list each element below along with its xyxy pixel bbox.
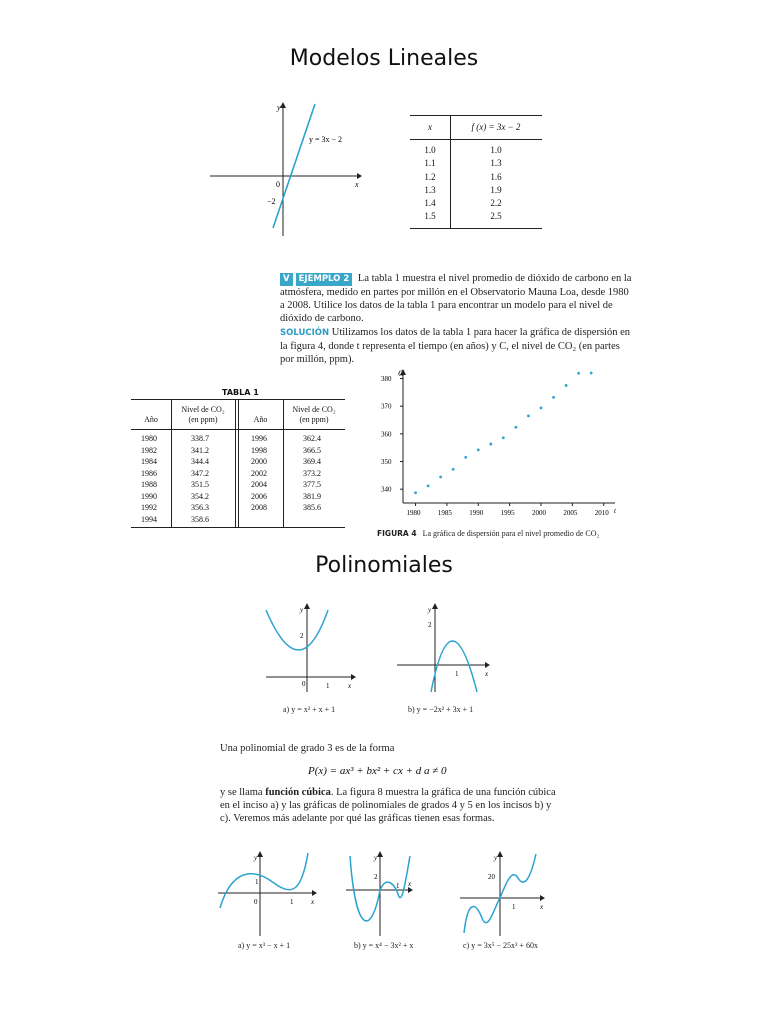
quintic-tick-20: 20 — [488, 873, 495, 881]
year-cell: 1984 — [141, 457, 157, 466]
tabla1-title: TABLA 1 — [222, 388, 259, 397]
scatter-point — [414, 491, 417, 494]
example-paragraph — [280, 272, 632, 325]
line-equation: y = 3x − 2 — [309, 135, 343, 144]
fx-row-f: 1.6 — [490, 171, 502, 182]
quartic-tick-1: 1 — [396, 882, 400, 890]
cubic-formula: P(x) = ax³ + bx² + cx + d a ≠ 0 — [308, 765, 447, 777]
scatter-point — [489, 443, 492, 446]
cubic-a-x-label: x — [311, 898, 315, 906]
level-cell: 351.5 — [191, 480, 209, 489]
level-cell: 385.6 — [303, 503, 321, 512]
scatter-point — [590, 372, 593, 375]
poly-a-x-label: x — [348, 682, 352, 690]
fx-header-f: f (x) = 3x − 2 — [471, 122, 521, 132]
year-cell: 1998 — [251, 445, 267, 455]
scatter-point — [502, 436, 505, 439]
header-unit-right: (en ppm) — [299, 415, 329, 424]
year-cell: 2002 — [251, 468, 267, 478]
level-cell: 377.5 — [303, 480, 321, 489]
level-cell: 341.2 — [191, 445, 209, 455]
scatter-point — [565, 384, 568, 387]
fx-row-x: 1.2 — [424, 171, 436, 182]
poly-b-tick-2: 2 — [428, 621, 432, 629]
solution-text: Utilizamos los datos de la tabla 1 para hacer la gráfica de dispersión en la figura 4, donde t representa el tiempo (en años) y C, el nivel de CO₂ (en partes por millón, ppm). — [280, 327, 630, 365]
cubic-graph-a — [214, 848, 322, 938]
example-badge: EJEMPLO 2 — [296, 273, 353, 286]
year-cell: 1982 — [141, 445, 157, 455]
scatter-point — [552, 396, 555, 399]
x-tick-label: 1985 — [437, 509, 452, 517]
cubic-a-y-label: y — [254, 854, 258, 862]
fx-row-f: 1.0 — [490, 145, 502, 155]
header-year-right: Año — [253, 415, 268, 424]
x-tick-label: 1980 — [406, 509, 421, 517]
level-cell: 381.9 — [303, 491, 321, 501]
level-cell: 356.3 — [191, 503, 209, 512]
poly-a-y-label: y — [300, 606, 304, 614]
cubic-text-start: y se llama — [220, 787, 266, 798]
quartic-graph-b — [344, 848, 416, 938]
year-cell: 1994 — [141, 514, 157, 524]
cubic-a-tick-x1: 1 — [290, 898, 294, 906]
y-tick-label: 350 — [381, 458, 392, 467]
year-cell: 1980 — [141, 434, 157, 443]
year-cell: 1996 — [251, 434, 267, 443]
scatter-point — [427, 484, 430, 487]
scatter-x-label: t — [614, 507, 616, 515]
poly-graph-b — [395, 600, 495, 695]
level-cell: 358.6 — [191, 514, 209, 524]
solution-label: SOLUCIÓN — [280, 328, 330, 338]
x-tick-label: 1995 — [500, 509, 515, 517]
example-badge-v: V — [280, 273, 293, 286]
cubic-bold-term: función cúbica — [265, 787, 331, 798]
poly-b-x-label: x — [485, 670, 489, 678]
co2-table — [131, 399, 345, 528]
fx-row-x: 1.4 — [424, 198, 436, 209]
quartic-y-label: y — [374, 854, 378, 862]
scatter-y-label: C — [398, 369, 404, 378]
quintic-graph-c — [458, 848, 548, 938]
poly-a-tick-1: 1 — [326, 682, 330, 690]
level-cell: 369.4 — [303, 457, 321, 466]
fx-table — [410, 115, 542, 229]
level-cell: 347.2 — [191, 468, 209, 478]
cubic-a-origin: 0 — [254, 898, 258, 906]
x-tick-label: 2005 — [563, 509, 578, 517]
fx-row-x: 1.5 — [424, 211, 436, 222]
scatter-point — [452, 468, 455, 471]
year-cell: 2000 — [251, 457, 267, 466]
quintic-tick-1: 1 — [512, 903, 516, 911]
cubic-a-tick-y1: 1 — [255, 878, 259, 886]
linear-graph — [205, 98, 365, 240]
figure4-caption — [377, 529, 599, 538]
intercept-label: −2 — [267, 197, 276, 206]
parabola-a — [266, 610, 328, 650]
y-tick-label: 340 — [381, 485, 392, 494]
linear-line — [273, 104, 315, 228]
y-tick-label: 370 — [381, 402, 392, 411]
cubic-curve-a — [220, 853, 308, 908]
year-cell: 1986 — [141, 468, 157, 478]
x-tick-label: 1990 — [469, 509, 484, 517]
poly-a-caption: a) y = x² + x + 1 — [283, 705, 336, 714]
cubic-text-end: . La figura 8 muestra la gráfica de una función cúbica en el inciso a) y las gráficas de polinomiales de grados 4 y 5 en los incisos b) y c). Veremos más adelante por qué las gráficas tienen esas formas. — [220, 787, 556, 824]
poly-b-caption: b) y = −2x² + 3x + 1 — [408, 705, 474, 714]
x-axis-label: x — [355, 180, 359, 189]
level-cell: 354.2 — [191, 491, 209, 501]
year-cell: 1992 — [141, 503, 157, 512]
poly-a-tick-2: 2 — [300, 632, 304, 640]
header-level-left: Nivel de CO₂ — [181, 405, 225, 414]
year-cell: 2008 — [251, 503, 267, 512]
poly-graph-a — [262, 600, 362, 695]
fx-row-x: 1.0 — [424, 145, 436, 155]
poly-a-origin: 0 — [302, 680, 306, 688]
fx-row-x: 1.1 — [424, 158, 436, 169]
scatter-point — [540, 406, 543, 409]
level-cell: 362.4 — [303, 434, 321, 443]
poly-b-y-label: y — [428, 606, 432, 614]
quartic-caption: b) y = x⁴ − 3x² + x — [354, 941, 414, 950]
poly-b-tick-1: 1 — [455, 670, 459, 678]
x-tick-label: 2010 — [594, 509, 609, 517]
header-year-left: Año — [144, 415, 158, 424]
y-tick-label: 380 — [381, 375, 392, 384]
title-poly: Polinomiales — [315, 553, 453, 578]
parabola-b — [431, 641, 477, 692]
quintic-x-label: x — [540, 903, 544, 911]
level-cell: 366.5 — [303, 445, 321, 455]
fx-row-f: 1.9 — [490, 184, 502, 195]
header-unit-left: (en ppm) — [188, 415, 218, 424]
level-cell: 373.2 — [303, 468, 321, 478]
fx-row-x: 1.3 — [424, 184, 436, 195]
quartic-tick-2: 2 — [374, 873, 378, 881]
scatter-point — [477, 448, 480, 451]
quintic-y-label: y — [494, 854, 498, 862]
scatter-point — [577, 372, 580, 375]
y-tick-label: 360 — [381, 430, 392, 439]
figure4-label: FIGURA 4 — [377, 529, 417, 538]
quartic-x-label: x — [408, 880, 412, 888]
level-cell: 338.7 — [191, 434, 209, 443]
scatter-point — [527, 414, 530, 417]
figure4-text: La gráfica de dispersión para el nivel promedio de CO₂ — [422, 529, 600, 538]
cubic-paragraph — [220, 786, 560, 825]
quintic-caption: c) y = 3x⁵ − 25x³ + 60x — [463, 941, 538, 950]
fx-row-f: 2.5 — [490, 211, 502, 222]
origin-label: 0 — [276, 180, 280, 189]
header-level-right: Nivel de CO₂ — [292, 405, 336, 414]
scatter-point — [515, 426, 518, 429]
fx-row-f: 2.2 — [490, 198, 502, 209]
scatter-point — [439, 476, 442, 479]
co2-scatter-chart — [370, 365, 622, 520]
fx-row-f: 1.3 — [490, 158, 502, 169]
cubic-intro: Una polinomial de grado 3 es de la forma — [220, 743, 395, 754]
level-cell: 344.4 — [191, 457, 209, 466]
year-cell: 2006 — [251, 491, 267, 501]
solution-paragraph — [280, 326, 632, 366]
year-cell: 2004 — [251, 480, 267, 489]
fx-header-x: x — [428, 122, 432, 132]
cubic-a-caption: a) y = x³ − x + 1 — [238, 941, 291, 950]
scatter-point — [464, 456, 467, 459]
year-cell: 1988 — [141, 480, 157, 489]
y-axis-label: y — [277, 103, 281, 112]
x-tick-label: 2000 — [532, 509, 546, 517]
year-cell: 1990 — [141, 491, 157, 501]
example-text: La tabla 1 muestra el nivel promedio de dióxido de carbono en la atmósfera, medido en partes por millón en el Observatorio Mauna Loa, desde 1980 a 2008. Utilice los datos de la tabla 1 para encontrar un modelo para el nivel de dióxido de carbono. — [280, 273, 632, 324]
title-linear: Modelos Lineales — [289, 46, 479, 71]
